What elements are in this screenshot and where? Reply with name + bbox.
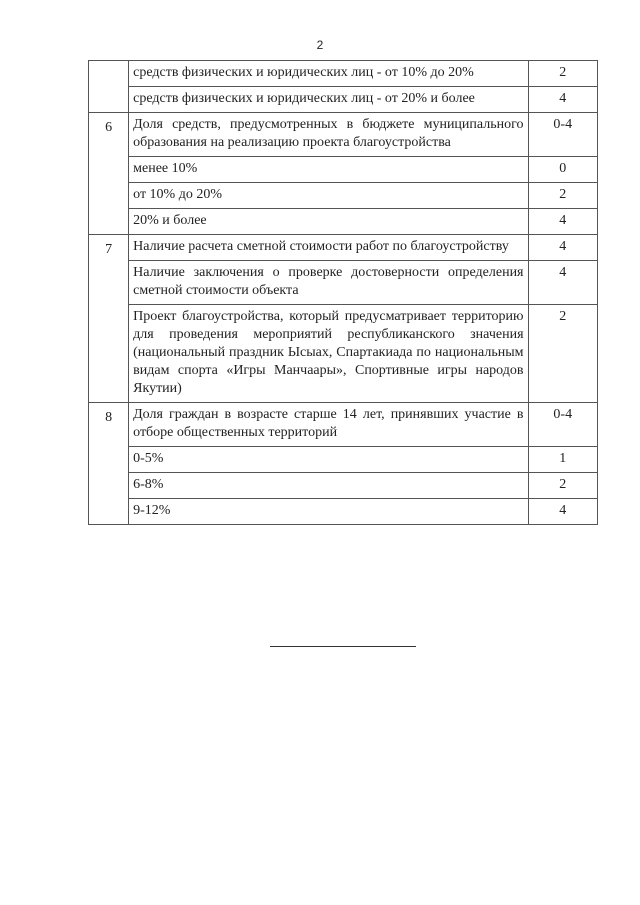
table-row	[89, 235, 598, 261]
criterion-points: 4	[528, 87, 597, 113]
criterion-text: 9-12%	[129, 499, 528, 525]
table-row	[89, 403, 598, 447]
criterion-points: 4	[528, 209, 597, 235]
table-row	[89, 113, 598, 157]
criterion-points: 2	[528, 183, 597, 209]
criterion-number	[89, 61, 129, 113]
page-number: 2	[316, 38, 324, 52]
criterion-points: 4	[528, 261, 597, 305]
criteria-table	[88, 60, 598, 525]
criterion-text: 0-5%	[129, 447, 528, 473]
criterion-points: 4	[528, 235, 597, 261]
criterion-points: 2	[528, 473, 597, 499]
criterion-text: средств физических и юридических лиц - от 10% до 20%	[129, 61, 528, 87]
table-row	[89, 473, 598, 499]
criterion-text: средств физических и юридических лиц - от 20% и более	[129, 87, 528, 113]
criterion-points: 4	[528, 499, 597, 525]
criterion-text: Доля граждан в возрасте старше 14 лет, принявших участие в отборе общественных территорий	[129, 403, 528, 447]
criterion-number: 8	[89, 403, 129, 525]
criterion-text: менее 10%	[129, 157, 528, 183]
criterion-points: 0-4	[528, 113, 597, 157]
criterion-points: 0-4	[528, 403, 597, 447]
table-row	[89, 209, 598, 235]
table-row	[89, 183, 598, 209]
criterion-points: 2	[528, 61, 597, 87]
table-row	[89, 157, 598, 183]
criterion-points: 2	[528, 305, 597, 403]
criterion-points: 0	[528, 157, 597, 183]
criterion-number: 7	[89, 235, 129, 403]
end-of-document-line	[270, 646, 416, 647]
criterion-points: 1	[528, 447, 597, 473]
table-row	[89, 447, 598, 473]
table-row	[89, 87, 598, 113]
criterion-text: 20% и более	[129, 209, 528, 235]
table-row	[89, 261, 598, 305]
criteria-table-body	[89, 61, 598, 525]
criterion-text: Наличие расчета сметной стоимости работ по благоустройству	[129, 235, 528, 261]
table-row	[89, 305, 598, 403]
criterion-number: 6	[89, 113, 129, 235]
criterion-text: 6-8%	[129, 473, 528, 499]
criterion-text: Наличие заключения о проверке достоверности определения сметной стоимости объекта	[129, 261, 528, 305]
table-row	[89, 499, 598, 525]
criterion-text: от 10% до 20%	[129, 183, 528, 209]
criterion-text: Доля средств, предусмотренных в бюджете муниципального образования на реализацию проекта благоустройства	[129, 113, 528, 157]
criterion-text: Проект благоустройства, который предусматривает территорию для проведения мероприятий республиканского значения (национальный праздник Ысыах, Спартакиада по национальным видам спорта «Игры Манчаары», Спортивные игры народов Якутии)	[129, 305, 528, 403]
table-row	[89, 61, 598, 87]
